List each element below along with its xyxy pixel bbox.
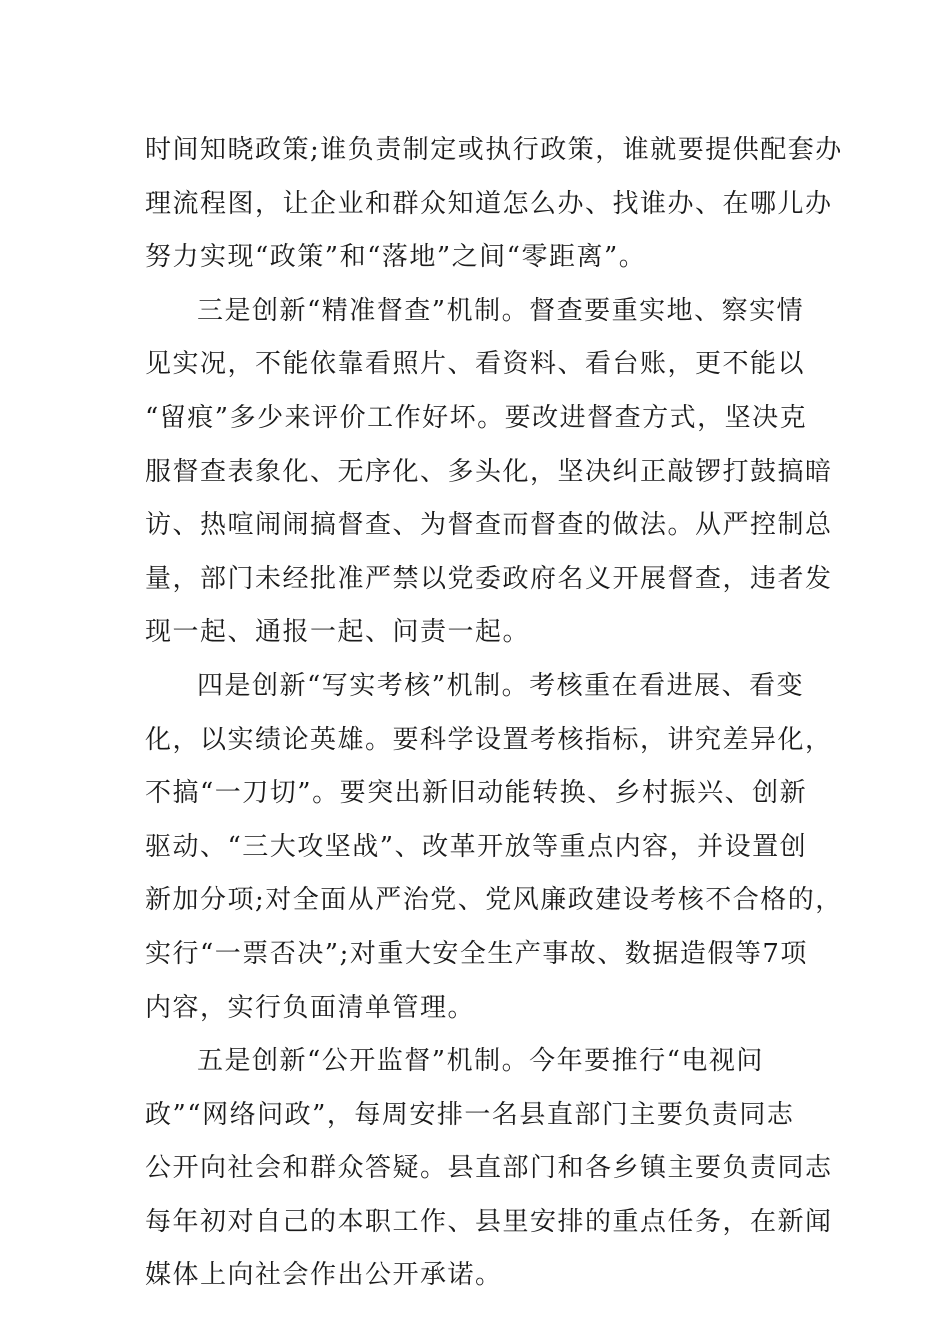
- text-line: 不搞“一刀切”。要突出新旧动能转换、乡村振兴、创新: [145, 778, 808, 809]
- text-line: 实行“一票否决”;对重大安全生产事故、数据造假等7项: [145, 938, 808, 969]
- text-line: 现一起、通报一起、问责一起。: [145, 617, 531, 648]
- text-line: “留痕”多少来评价工作好坏。要改进督查方式，坚决克: [145, 402, 808, 433]
- text-line: 驱动、“三大攻坚战”、改革开放等重点内容，并设置创: [145, 831, 808, 862]
- document-page: [145, 124, 843, 1303]
- text-line: 化，以实绩论英雄。要科学设置考核指标，讲究差异化，: [145, 724, 833, 755]
- text-line: 努力实现“政策”和“落地”之间“零距离”。: [145, 242, 647, 273]
- paragraph-start-line: 三是创新“精准督查”机制。督查要重实地、察实情: [197, 295, 805, 326]
- text-line: 政”“网络问政”，每周安排一名县直部门主要负责同志: [145, 1099, 795, 1130]
- text-line: 时间知晓政策;谁负责制定或执行政策，谁就要提供配套办: [145, 135, 843, 165]
- paragraph-start-line: 四是创新“写实考核”机制。考核重在看进展、看变: [197, 670, 805, 701]
- text-line: 访、热喧闹闹搞督查、为督查而督查的做法。从严控制总: [145, 510, 833, 541]
- text-line: 理流程图，让企业和群众知道怎么办、找谁办、在哪儿办: [145, 188, 833, 219]
- paragraph-start-line: 五是创新“公开监督”机制。今年要推行“电视问: [197, 1046, 764, 1077]
- text-line: 新加分项;对全面从严治党、党风廉政建设考核不合格的，: [145, 885, 843, 916]
- text-line: 量，部门未经批准严禁以党委政府名义开展督查，违者发: [145, 563, 833, 594]
- text-line: 服督查表象化、无序化、多头化，坚决纠正敲锣打鼓搞暗: [145, 456, 833, 487]
- text-line: 内容，实行负面清单管理。: [145, 992, 476, 1023]
- text-line: 公开向社会和群众答疑。县直部门和各乡镇主要负责同志: [145, 1153, 833, 1184]
- text-line: 媒体上向社会作出公开承诺。: [145, 1260, 503, 1291]
- text-line: 每年初对自己的本职工作、县里安排的重点任务，在新闻: [145, 1206, 833, 1237]
- text-line: 见实况，不能依靠看照片、看资料、看台账，更不能以: [145, 349, 806, 380]
